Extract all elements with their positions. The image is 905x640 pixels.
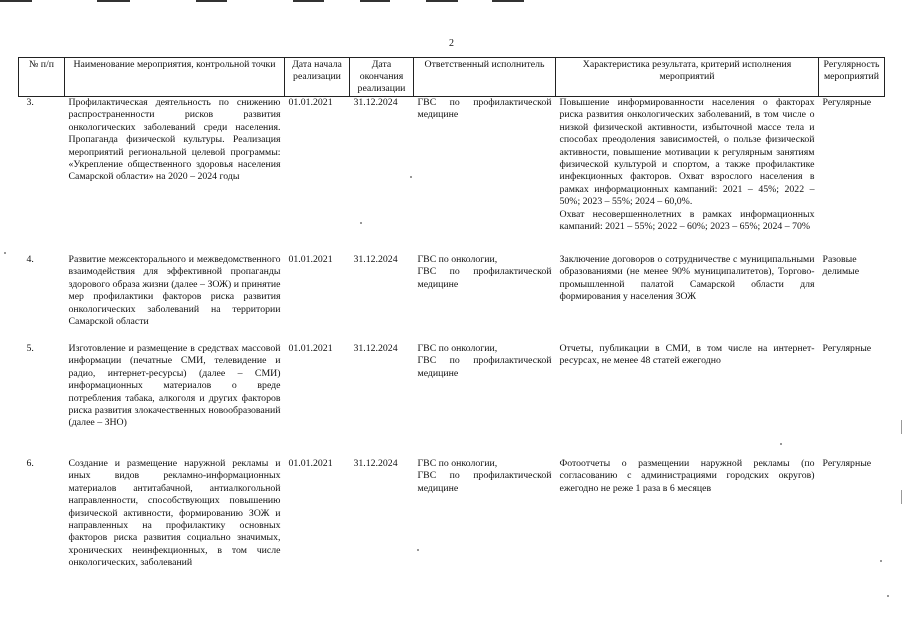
result-text: Повышение информированности населения о факторах риска развития онкологических заболеваний, в том числе о низкой физической активности, избыточной массе тела и способах преодоления зависимостей, о пользе физической активности, повышение мотивации к регулярным занятиям физической культурой и спортом, а также профилактике инфекционных факторов. Охват взрослого населения в рамках информационных кампаний: 2021 – 45%; 2022 – 50%; 2023 – 55%; 2024 – 60,0%. xyxy=(559,97,815,208)
header-executor: Ответственный исполнитель xyxy=(414,58,556,97)
table-row xyxy=(19,458,885,574)
header-result: Характеристика результата, критерий исполнения мероприятий xyxy=(556,58,819,97)
scan-artifact-line xyxy=(0,0,32,2)
header-name: Наименование мероприятия, контрольной точки xyxy=(65,58,285,97)
row-number: 3. xyxy=(26,97,34,108)
scan-artifact-line xyxy=(293,0,324,2)
table-header-row xyxy=(19,58,885,97)
end-date: 31.12.2024 xyxy=(353,97,398,108)
regularity: Регулярные xyxy=(822,97,872,108)
row-number: 6. xyxy=(26,458,34,469)
header-end: Дата окончания реализации xyxy=(350,58,414,97)
row-number: 4. xyxy=(26,254,34,265)
start-date: 01.01.2021 xyxy=(288,458,333,469)
table-row xyxy=(19,343,885,458)
scan-speck xyxy=(780,443,782,445)
scan-speck xyxy=(360,222,362,224)
start-date: 01.01.2021 xyxy=(288,254,333,265)
activity-name: Развитие межсекторального и межведомственного взаимодействия для эффективной пропаганды здорового образа жизни (далее – ЗОЖ) и принятие мер профилактики факторов риска развития онкологических заболеваний на территории Самарской области xyxy=(68,254,281,328)
executor-cell xyxy=(414,254,556,343)
header-regularity: Регулярность мероприятий xyxy=(819,58,885,97)
scan-edge-mark xyxy=(901,420,902,434)
executor-second: ГВС по профилактической медицине xyxy=(417,355,552,379)
regularity: Разовые делимые xyxy=(822,254,860,278)
scan-artifact-line xyxy=(196,0,227,2)
table-row xyxy=(19,254,885,343)
end-date: 31.12.2024 xyxy=(353,343,398,354)
activity-name: Создание и размещение наружной рекламы и иных видов рекламно-информационных материалов антитабачной, антиалкогольной направленности, способствующих повышению физической активности, формированию ЗОЖ и направленных на профилактику основных факторов риска развития социально значимых, хронических неинфекционных, в том числе онкологических, заболеваний xyxy=(68,458,281,569)
executor-second: ГВС по профилактической медицине xyxy=(417,266,552,290)
result-text: Заключение договоров о сотрудничестве с муниципальными образованиями (не менее 90% муниципалитетов), Торгово-промышленной палатой Самарской области для формирования у населения ЗОЖ xyxy=(559,254,815,303)
executor: ГВС по онкологии, xyxy=(417,343,498,354)
executor-cell xyxy=(414,458,556,574)
start-date: 01.01.2021 xyxy=(288,97,333,108)
table-row xyxy=(19,97,885,255)
scan-artifact-line xyxy=(492,0,524,2)
executor-cell xyxy=(414,343,556,458)
result-cell xyxy=(556,97,819,255)
regularity: Регулярные xyxy=(822,343,872,354)
scan-speck xyxy=(410,176,412,178)
activity-name: Изготовление и размещение в средствах массовой информации (печатные СМИ, телевидение и радио, интернет-ресурсы) (далее – СМИ) информационных материалов о вреде потребления табака, алкоголя и других факторов риска развития злокачественных новообразований (далее – ЗНО) xyxy=(68,343,281,429)
header-num: № п/п xyxy=(19,58,65,97)
end-date: 31.12.2024 xyxy=(353,458,398,469)
page-number: 2 xyxy=(449,38,454,49)
scan-speck xyxy=(417,549,419,551)
scan-edge-mark xyxy=(901,490,902,504)
start-date: 01.01.2021 xyxy=(288,343,333,354)
scan-speck xyxy=(887,595,889,597)
result-text-minors: Охват несовершеннолетних в рамках информационных кампаний: 2021 – 55%; 2022 – 60%; 2023 – 65%; 2024 – 70% xyxy=(559,208,815,233)
row-number: 5. xyxy=(26,343,34,354)
executor: ГВС по онкологии, xyxy=(417,254,498,265)
scan-artifact-line xyxy=(97,0,130,2)
scan-speck xyxy=(4,252,6,254)
result-text: Фотоотчеты о размещении наружной рекламы (по согласованию с администрациями городских округов) ежегодно не реже 1 раза в 6 месяцев xyxy=(559,458,815,494)
scan-speck xyxy=(880,560,882,562)
executor: ГВС по онкологии, xyxy=(417,458,498,469)
result-text: Отчеты, публикации в СМИ, в том числе на интернет-ресурсах, не менее 48 статей ежегодно xyxy=(559,343,815,367)
header-start: Дата начала реализации xyxy=(285,58,350,97)
executor: ГВС по профилактической медицине xyxy=(417,97,552,121)
regularity: Регулярные xyxy=(822,458,872,469)
activities-table xyxy=(18,57,885,574)
end-date: 31.12.2024 xyxy=(353,254,398,265)
activity-name: Профилактическая деятельность по снижению распространенности рисков развития онкологических заболеваний среди населения. Пропаганда физической культуры. Реализация мероприятий региональной целевой программы: «Укрепление общественного здоровья населения Самарской области» на 2020 – 2024 годы xyxy=(68,97,281,183)
executor-second: ГВС по профилактической медицине xyxy=(417,470,552,494)
scan-artifact-line xyxy=(426,0,458,2)
scan-artifact-line xyxy=(360,0,390,2)
